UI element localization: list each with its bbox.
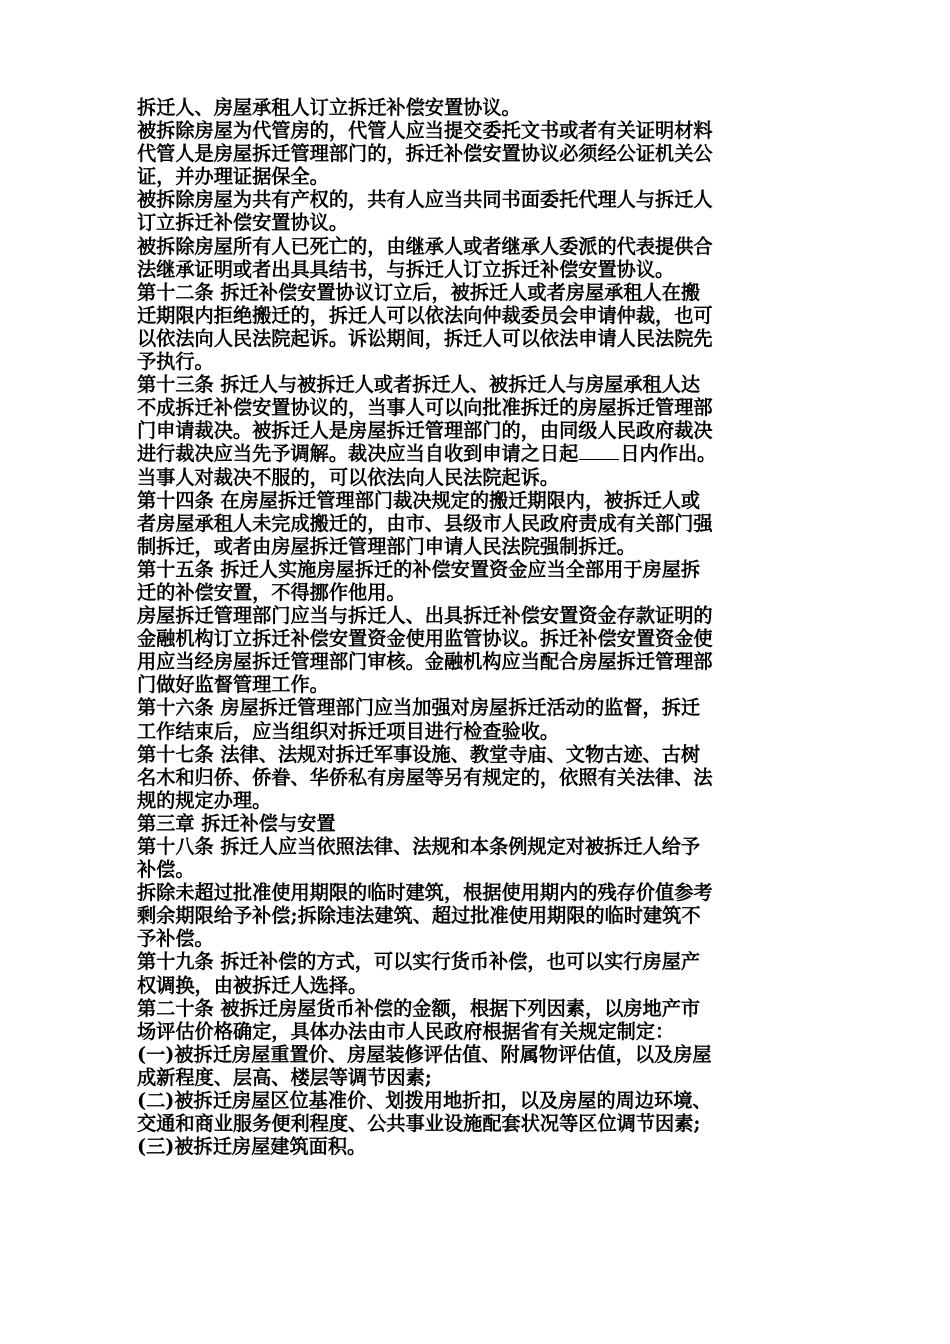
text-line: 被拆除房屋所有人已死亡的，由继承人或者继承人委派的代表提供合 [137,234,713,258]
list-item-3: (三)被拆迁房屋建筑面积。 [137,1135,367,1159]
chapter-heading: 第三章 拆迁补偿与安置 [137,811,336,835]
article-18-line: 第十八条 拆迁人应当依照法律、法规和本条例规定对被拆迁人给予 [137,835,701,858]
text-line: 金融机构订立拆迁补偿安置资金使用监管协议。拆迁补偿安置资金使 [137,627,713,651]
text-fragment: 进行裁决应当先予调解。裁决应当自收到申请之日起 [137,442,579,466]
list-item-1: (一)被拆迁房屋重置价、房屋装修评估值、附属物评估值，以及房屋 [137,1042,712,1066]
text-line: 场评估价格确定，具体办法由市人民政府根据省有关规定制定： [137,1019,675,1043]
text-line: 交通和商业服务便利程度、公共事业设施配套状况等区位调节因素; [137,1112,701,1136]
text-line: 当事人对裁决不服的，可以依法向人民法院起诉。 [137,465,560,489]
text-line: 迁期限内拒绝搬迁的，拆迁人可以依法向仲裁委员会申请仲裁，也可 [137,303,713,327]
article-16-line: 第十六条 房屋拆迁管理部门应当加强对房屋拆迁活动的监督，拆迁 [137,696,701,720]
text-line: 名木和归侨、侨眷、华侨私有房屋等另有规定的，依照有关法律、法 [137,765,713,789]
text-line: 者房屋承租人未完成搬迁的，由市、县级市人民政府责成有关部门强 [137,511,713,535]
article-14-line: 第十四条 在房屋拆迁管理部门裁决规定的搬迁期限内，被拆迁人或 [137,488,701,512]
text-line: 不成拆迁补偿安置协议的，当事人可以向批准拆迁的房屋拆迁管理部 [137,396,713,420]
list-item-2: (二)被拆迁房屋区位基准价、划拨用地折扣，以及房屋的周边环境、 [137,1089,712,1113]
text-line: 成新程度、层高、楼层等调节因素; [137,1065,432,1089]
text-line: 被拆除房屋为代管房的，代管人应当提交委托文书或者有关证明材料 [137,119,713,143]
text-line: 权调换，由被拆迁人选择。 [137,973,368,997]
text-line: 证，并办理证据保全。 [137,165,329,189]
text-line: 门做好监督管理工作。 [137,673,329,697]
text-line: 拆除未超过批准使用期限的临时建筑，根据使用期内的残存价值参考 [137,881,713,905]
article-13-line: 第十三条 拆迁人与被拆迁人或者拆迁人、被拆迁人与房屋承租人达 [137,373,701,397]
text-line: 迁的补偿安置，不得挪作他用。 [137,580,406,604]
article-20-line: 第二十条 被拆迁房屋货币补偿的金额，根据下列因素，以房地产市 [137,996,701,1020]
text-line: 用应当经房屋拆迁管理部门审核。金融机构应当配合房屋拆迁管理部 [137,650,713,674]
article-15-line: 第十五条 拆迁人实施房屋拆迁的补偿安置资金应当全部用于房屋拆 [137,557,701,581]
text-line: 代管人是房屋拆迁管理部门的，拆迁补偿安置协议必须经公证机关公 [137,142,713,166]
text-line: 补偿。 [137,858,195,882]
text-line: 予执行。 [137,350,214,374]
text-line: 剩余期限给予补偿;拆除违法建筑、超过批准使用期限的临时建筑不 [137,904,701,928]
text-line: 规的规定办理。 [137,788,272,812]
text-line: 被拆除房屋为共有产权的，共有人应当共同书面委托代理人与拆迁人 [137,188,713,212]
article-19-line: 第十九条 拆迁补偿的方式，可以实行货币补偿，也可以实行房屋产 [137,950,701,974]
fill-in-blank [579,443,619,460]
article-17-line: 第十七条 法律、法规对拆迁军事设施、教堂寺庙、文物古迹、古树 [137,742,701,766]
article-12-line: 第十二条 拆迁补偿安置协议订立后，被拆迁人或者房屋承租人在搬 [137,280,701,304]
text-line: 工作结束后，应当组织对拆迁项目进行检查验收。 [137,719,560,743]
text-line: 予补偿。 [137,927,214,951]
text-line: 拆迁人、房屋承租人订立拆迁补偿安置协议。 [137,96,521,119]
text-line: 订立拆迁补偿安置协议。 [137,211,349,235]
text-fragment: 日内作出。 [620,442,717,466]
text-line: 门申请裁决。被拆迁人是房屋拆迁管理部门的，由同级人民政府裁决 [137,419,713,443]
text-line-with-blank [137,442,817,465]
document-body [137,96,817,1158]
text-line: 制拆迁，或者由房屋拆迁管理部门申请人民法院强制拆迁。 [137,534,636,558]
text-line: 房屋拆迁管理部门应当与拆迁人、出具拆迁补偿安置资金存款证明的 [137,604,713,628]
text-line: 法继承证明或者出具具结书，与拆迁人订立拆迁补偿安置协议。 [137,257,675,281]
text-line: 以依法向人民法院起诉。诉讼期间，拆迁人可以依法申请人民法院先 [137,326,713,350]
